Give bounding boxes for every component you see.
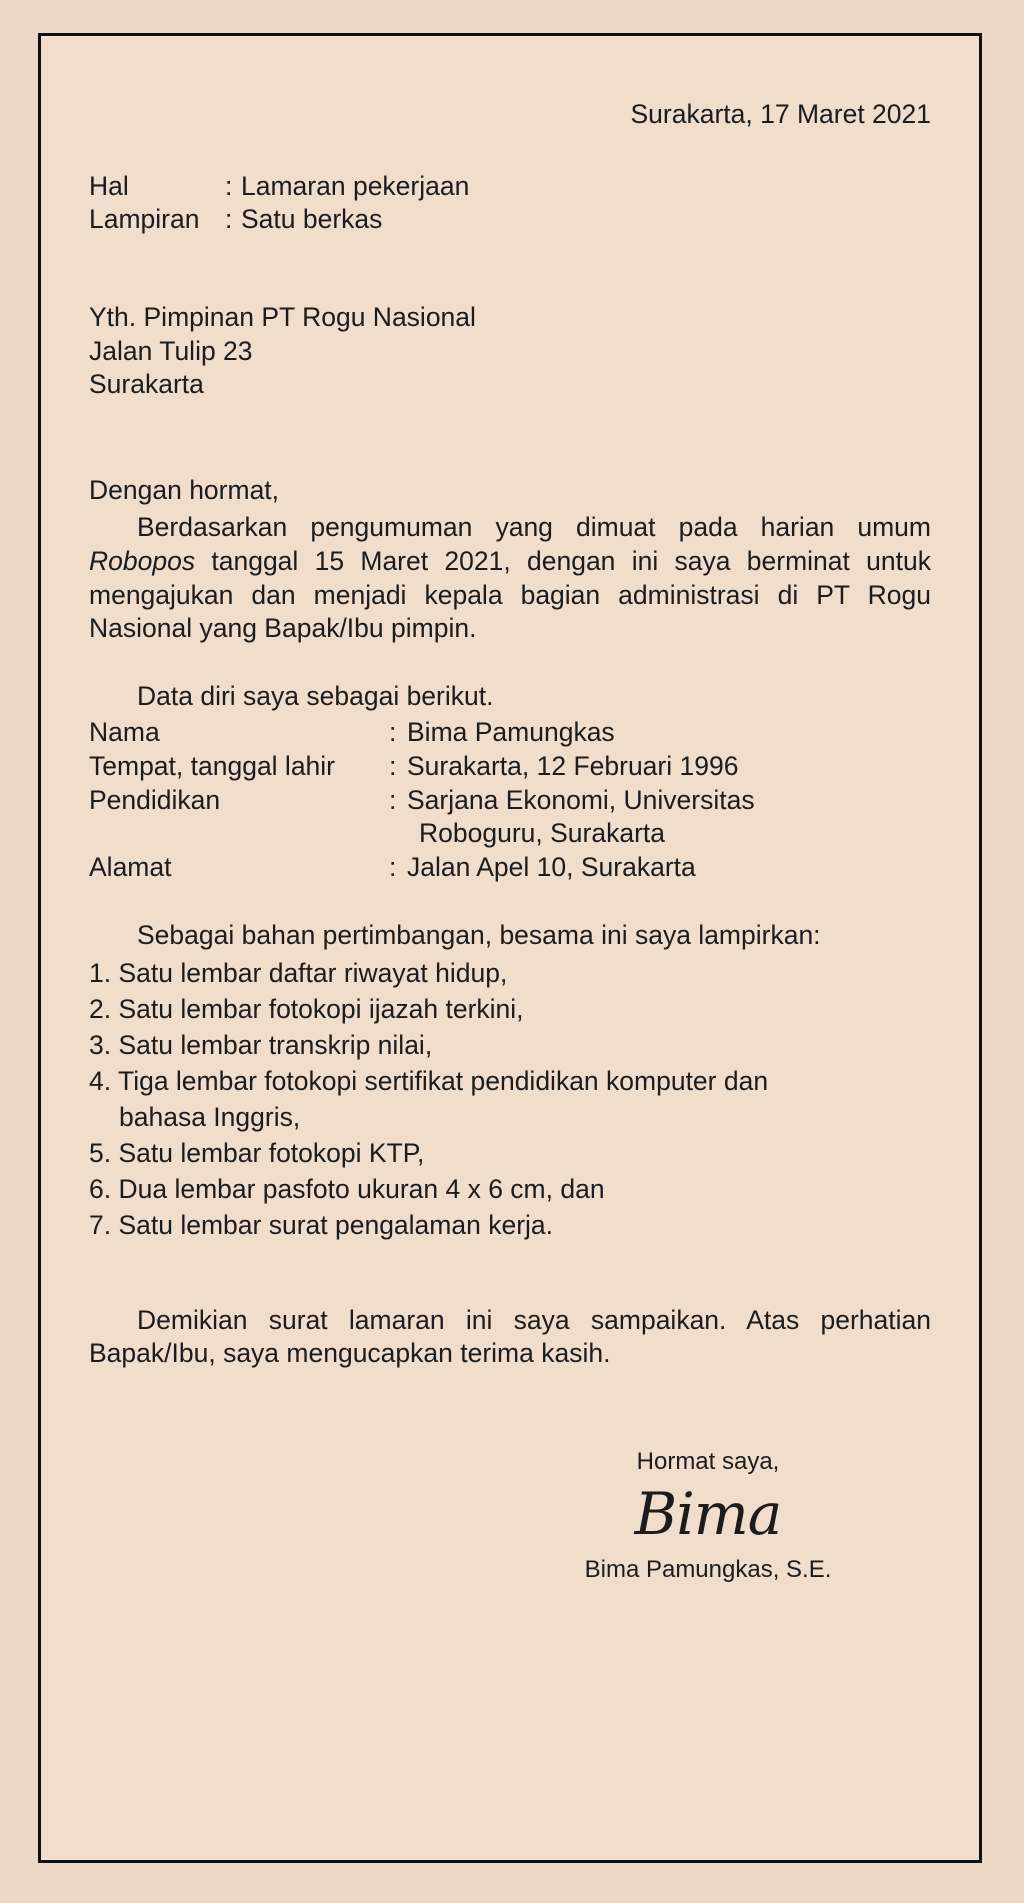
data-separator-empty [389,817,407,851]
data-key-nama: Nama [89,716,160,747]
data-value-alamat: Jalan Apel 10, Surakarta [407,852,696,883]
letter-page [38,33,982,1863]
data-intro: Data diri saya sebagai berikut. [137,681,494,712]
table-row [89,817,931,851]
data-value-tempat-tanggal-lahir: Surakarta, 12 Februari 1996 [407,750,739,781]
list-item: 1. Satu lembar daftar riwayat hidup, [89,957,508,988]
opening-paragraph-part1: Berdasarkan pengumuman yang dimuat pada harian umum [137,512,931,543]
subject-block [89,170,931,237]
spacer [89,646,931,680]
subject-separator-lampiran: : [225,204,233,235]
data-key-tempat-tanggal-lahir: Tempat, tanggal lahir [89,750,336,781]
salutation: Dengan hormat, [89,474,280,505]
spacer [89,885,931,919]
data-separator: : [389,716,397,747]
data-value-nama: Bima Pamungkas [407,716,615,747]
recipient-block [89,301,931,402]
signature-block [493,1447,923,1586]
data-value-pendidikan: Sarjana Ekonomi, Universitas [407,784,755,815]
table-row [89,784,931,818]
personal-data-table [89,716,931,886]
list-item: 5. Satu lembar fotokopi KTP, [89,1138,425,1169]
list-item: 7. Satu lembar surat pengalaman kerja. [89,1210,554,1241]
table-row [89,750,931,784]
list-item: 4. Tiga lembar fotokopi sertifikat pendidikan komputer dan [89,1065,769,1096]
subject-row-lampiran [89,203,931,237]
recipient-line: Jalan Tulip 23 [89,335,253,366]
list-item-continuation: bahasa Inggris, [119,1101,301,1132]
data-separator: : [389,784,397,815]
opening-paragraph [89,511,931,646]
data-value-pendidikan-continuation: Roboguru, Surakarta [419,818,666,849]
list-item: 6. Dua lembar pasfoto ukuran 4 x 6 cm, dan [89,1174,605,1205]
table-row [89,851,931,885]
data-key-empty [89,817,389,851]
subject-label-lampiran: Lampiran [89,204,200,235]
table-row [89,716,931,750]
handwritten-signature: Bima [634,1480,782,1549]
subject-value-lampiran: Satu berkas [241,204,383,235]
recipient-line: Surakarta [89,369,204,400]
attachment-list [89,955,931,1243]
letter-body [89,98,931,1586]
spacer [89,1243,931,1277]
subject-label-hal: Hal [89,170,129,201]
subject-separator-hal: : [225,170,233,201]
subject-row-hal [89,170,931,204]
data-key-pendidikan: Pendidikan [89,784,221,815]
data-separator: : [389,750,397,781]
newspaper-name: Robopos [89,546,196,577]
signature-hormat: Hormat saya, [636,1447,780,1475]
list-item: 2. Satu lembar fotokopi ijazah terkini, [89,993,524,1024]
signature-name: Bima Pamungkas, S.E. [584,1556,832,1584]
opening-paragraph-part2: tanggal 15 Maret 2021, dengan ini saya berminat untuk mengajukan dan menjadi kepala bagian administrasi di PT Rogu Nasional yang Bapak/Ibu pimpin. [89,546,931,644]
date-line: Surakarta, 17 Maret 2021 [630,99,931,129]
closing-paragraph: Demikian surat lamaran ini saya sampaikan. Atas perhatian Bapak/Ibu, saya mengucapkan terima kasih. [89,1304,931,1369]
data-separator: : [389,852,397,883]
list-item: 3. Satu lembar transkrip nilai, [89,1029,433,1060]
attachment-intro: Sebagai bahan pertimbangan, besama ini saya lampirkan: [137,920,821,951]
recipient-line: Yth. Pimpinan PT Rogu Nasional [89,301,476,332]
subject-value-hal: Lamaran pekerjaan [241,170,470,201]
data-key-alamat: Alamat [89,852,172,883]
